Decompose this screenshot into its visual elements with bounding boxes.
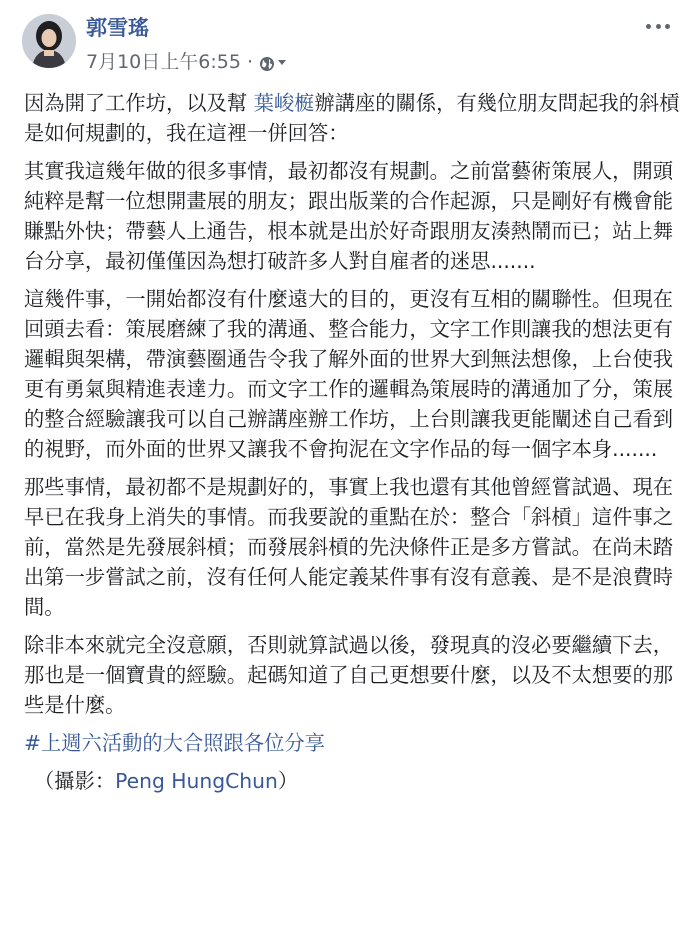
hashtag-link[interactable]: #上週六活動的大合照跟各位分享 — [24, 731, 325, 755]
chevron-down-icon[interactable] — [278, 60, 286, 65]
post-header — [22, 14, 672, 78]
credit-prefix: （攝影： — [34, 769, 116, 793]
post-paragraph: 那些事情，最初都不是規劃好的，事實上我也還有其他曾經嘗試過、現在早已在我身上消失的事情。而我要說的重點在於：整合「斜槓」這件事之前，當然是先發展斜槓；而發展斜槓的先決條件正是多方嘗試。在尚未踏出第一步嘗試之前，沒有任何人能定義某件事有沒有意義、是不是浪費時間。 — [24, 475, 674, 619]
post-body — [24, 88, 684, 804]
paragraph-text: 辦講座的關係，有幾位朋友問起我的斜槓是如何規劃的，我在這裡一併回答： — [24, 91, 680, 145]
hashtag-line — [24, 728, 684, 758]
paragraph-text: 因為開了工作坊，以及幫 — [24, 91, 248, 115]
post-paragraph: 除非本來就完全沒意願，否則就算試過以後，發現真的沒必要繼續下去，那也是一個寶貴的經驗。起碼知道了自己更想要什麼，以及不太想要的那些是什麼。 — [24, 633, 674, 717]
avatar-image — [22, 14, 76, 68]
post-paragraph: 這幾件事，一開始都沒有什麼遠大的目的，更沒有互相的關聯性。但現在回頭去看：策展磨練了我的溝通、整合能力，文字工作則讓我的想法更有邏輯與架構，帶演藝圈通告令我了解外面的世界大到無法想像，上台使我更有勇氣與精進表達力。而文字工作的邏輯為策展時的溝通加了分，策展的整合經驗讓我可以自己辦講座辦工作坊，上台則讓我更能闡述自己看到的視野，而外面的世界又讓我不會拘泥在文字作品的每一個字本身....... — [24, 287, 674, 461]
author-name[interactable]: 郭雪瑤 — [86, 16, 149, 40]
mention-link[interactable]: 葉峻榳 — [253, 91, 315, 115]
meta-separator: · — [246, 51, 253, 73]
post-timestamp[interactable]: 7月10日上午6:55 — [86, 51, 241, 73]
post-paragraph — [24, 88, 684, 148]
photographer-link[interactable]: Peng HungChun — [115, 769, 278, 793]
credit-suffix: ） — [277, 769, 299, 793]
more-options-icon[interactable] — [646, 16, 670, 36]
avatar[interactable] — [22, 14, 76, 68]
globe-icon[interactable] — [259, 54, 275, 70]
post-paragraph: 其實我這幾年做的很多事情，最初都沒有規劃。之前當藝術策展人，開頭純粹是幫一位想開畫展的朋友；跟出版業的合作起源，只是剛好有機會能賺點外快；帶藝人上通告，根本就是出於好奇跟朋友湊熱鬧而已；站上舞台分享，最初僅僅因為想打破許多人對自雇者的迷思....... — [24, 159, 674, 273]
post-meta — [86, 50, 286, 74]
photo-credit — [24, 766, 684, 796]
